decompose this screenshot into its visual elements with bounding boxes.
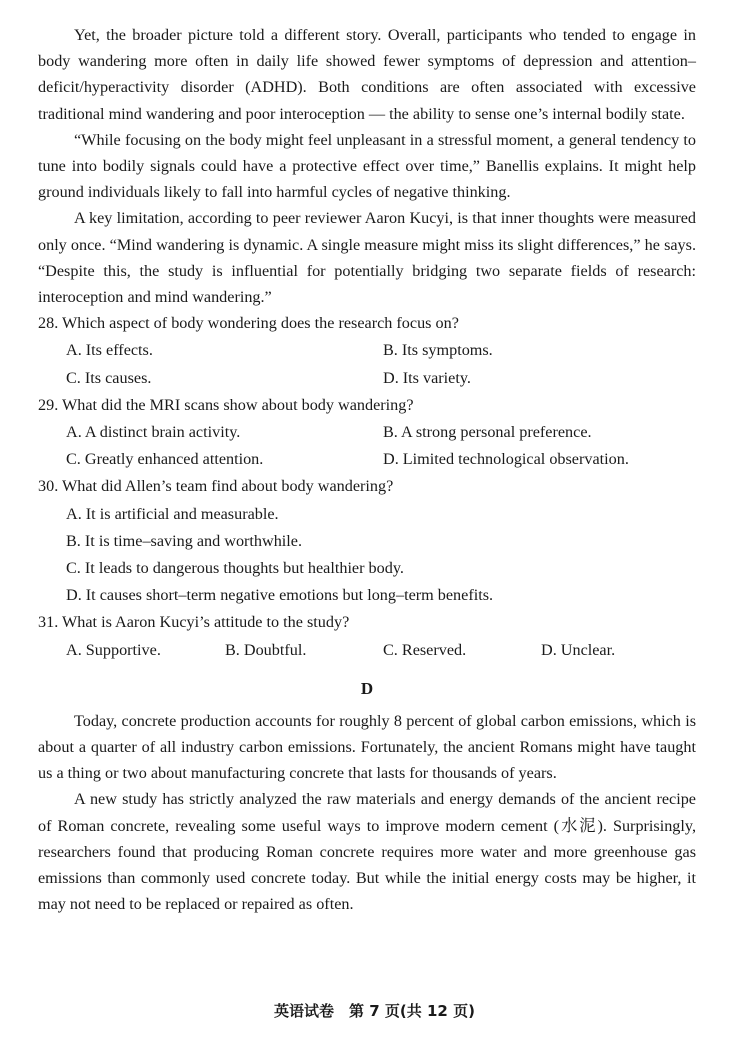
option-a[interactable]: A. A distinct brain activity. [66, 423, 241, 442]
passage-paragraph: A new study has strictly analyzed the raw materials and energy demands of the ancient recipe of Roman concrete, revealing some useful ways to improve modern cement (水泥). Surprisingly, researchers found that producing Roman concrete requires more water and more greenhouse gas emissions than commonly used concrete today. But while the initial energy costs may be higher, it may not need to be replaced or repaired as often. [38, 790, 696, 914]
question-28 [38, 310, 696, 392]
option-b[interactable]: B. Its symptoms. [383, 341, 493, 360]
question-stem: 29. What did the MRI scans show about body wandering? [38, 395, 414, 414]
option-b[interactable]: B. A strong personal preference. [383, 423, 592, 442]
page-footer: 英语试卷 第 7 页(共 12 页) [274, 1002, 475, 1020]
option-d[interactable]: D. Its variety. [383, 368, 471, 387]
option-row [38, 419, 696, 446]
passage-paragraph: “While focusing on the body might feel unpleasant in a stressful moment, a general tendency to tune into bodily signals could have a protective effect over time,” Banellis explains. It might help ground individuals likely to fall into harmful cycles of negative thinking. [38, 130, 696, 202]
option-row [38, 337, 696, 364]
option-row [38, 365, 696, 392]
option-b[interactable]: B. Doubtful. [225, 640, 307, 659]
option-c[interactable]: C. Reserved. [383, 640, 467, 659]
option-d[interactable]: D. Unclear. [541, 640, 616, 659]
passage-paragraph: Today, concrete production accounts for roughly 8 percent of global carbon emissions, which is about a quarter of all industry carbon emissions. Fortunately, the ancient Romans might have taught us a thing or two about manufacturing concrete that lasts for thousands of years. [38, 711, 696, 783]
option-c[interactable]: C. It leads to dangerous thoughts but healthier body. [66, 559, 404, 577]
question-30 [38, 473, 696, 609]
section-title: D [360, 678, 374, 698]
question-stem: 28. Which aspect of body wondering does the research focus on? [38, 314, 459, 333]
question-stem: 30. What did Allen’s team find about body wandering? [38, 477, 394, 496]
option-a[interactable]: A. Supportive. [66, 640, 161, 659]
option-row [38, 637, 696, 664]
option-c[interactable]: C. Greatly enhanced attention. [66, 450, 264, 469]
question-29 [38, 392, 696, 474]
passage-paragraph: Yet, the broader picture told a different story. Overall, participants who tended to engage in body wandering more often in daily life showed fewer symptoms of depression and attention–deficit/hyperactivity disorder (ADHD). Both conditions are often associated with excessive traditional mind wandering and poor interoception — the ability to sense one’s internal bodily state. [38, 26, 696, 123]
question-stem: 31. What is Aaron Kucyi’s attitude to the study? [38, 613, 350, 632]
option-b[interactable]: B. It is time–saving and worthwhile. [66, 531, 303, 550]
option-a[interactable]: A. It is artificial and measurable. [66, 504, 279, 523]
question-31 [38, 609, 696, 663]
option-d[interactable]: D. It causes short–term negative emotions but long–term benefits. [66, 586, 494, 605]
passage-paragraph: A key limitation, according to peer reviewer Aaron Kucyi, is that inner thoughts were measured only once. “Mind wandering is dynamic. A single measure might miss its slight differences,” he says. “Despite this, the study is influential for potentially bridging two separate fields of research: interoception and mind wandering.” [38, 209, 696, 307]
exam-page [38, 22, 696, 917]
option-c[interactable]: C. Its causes. [66, 368, 152, 387]
option-d[interactable]: D. Limited technological observation. [383, 450, 629, 469]
option-a[interactable]: A. Its effects. [66, 341, 153, 360]
option-row [38, 446, 696, 473]
